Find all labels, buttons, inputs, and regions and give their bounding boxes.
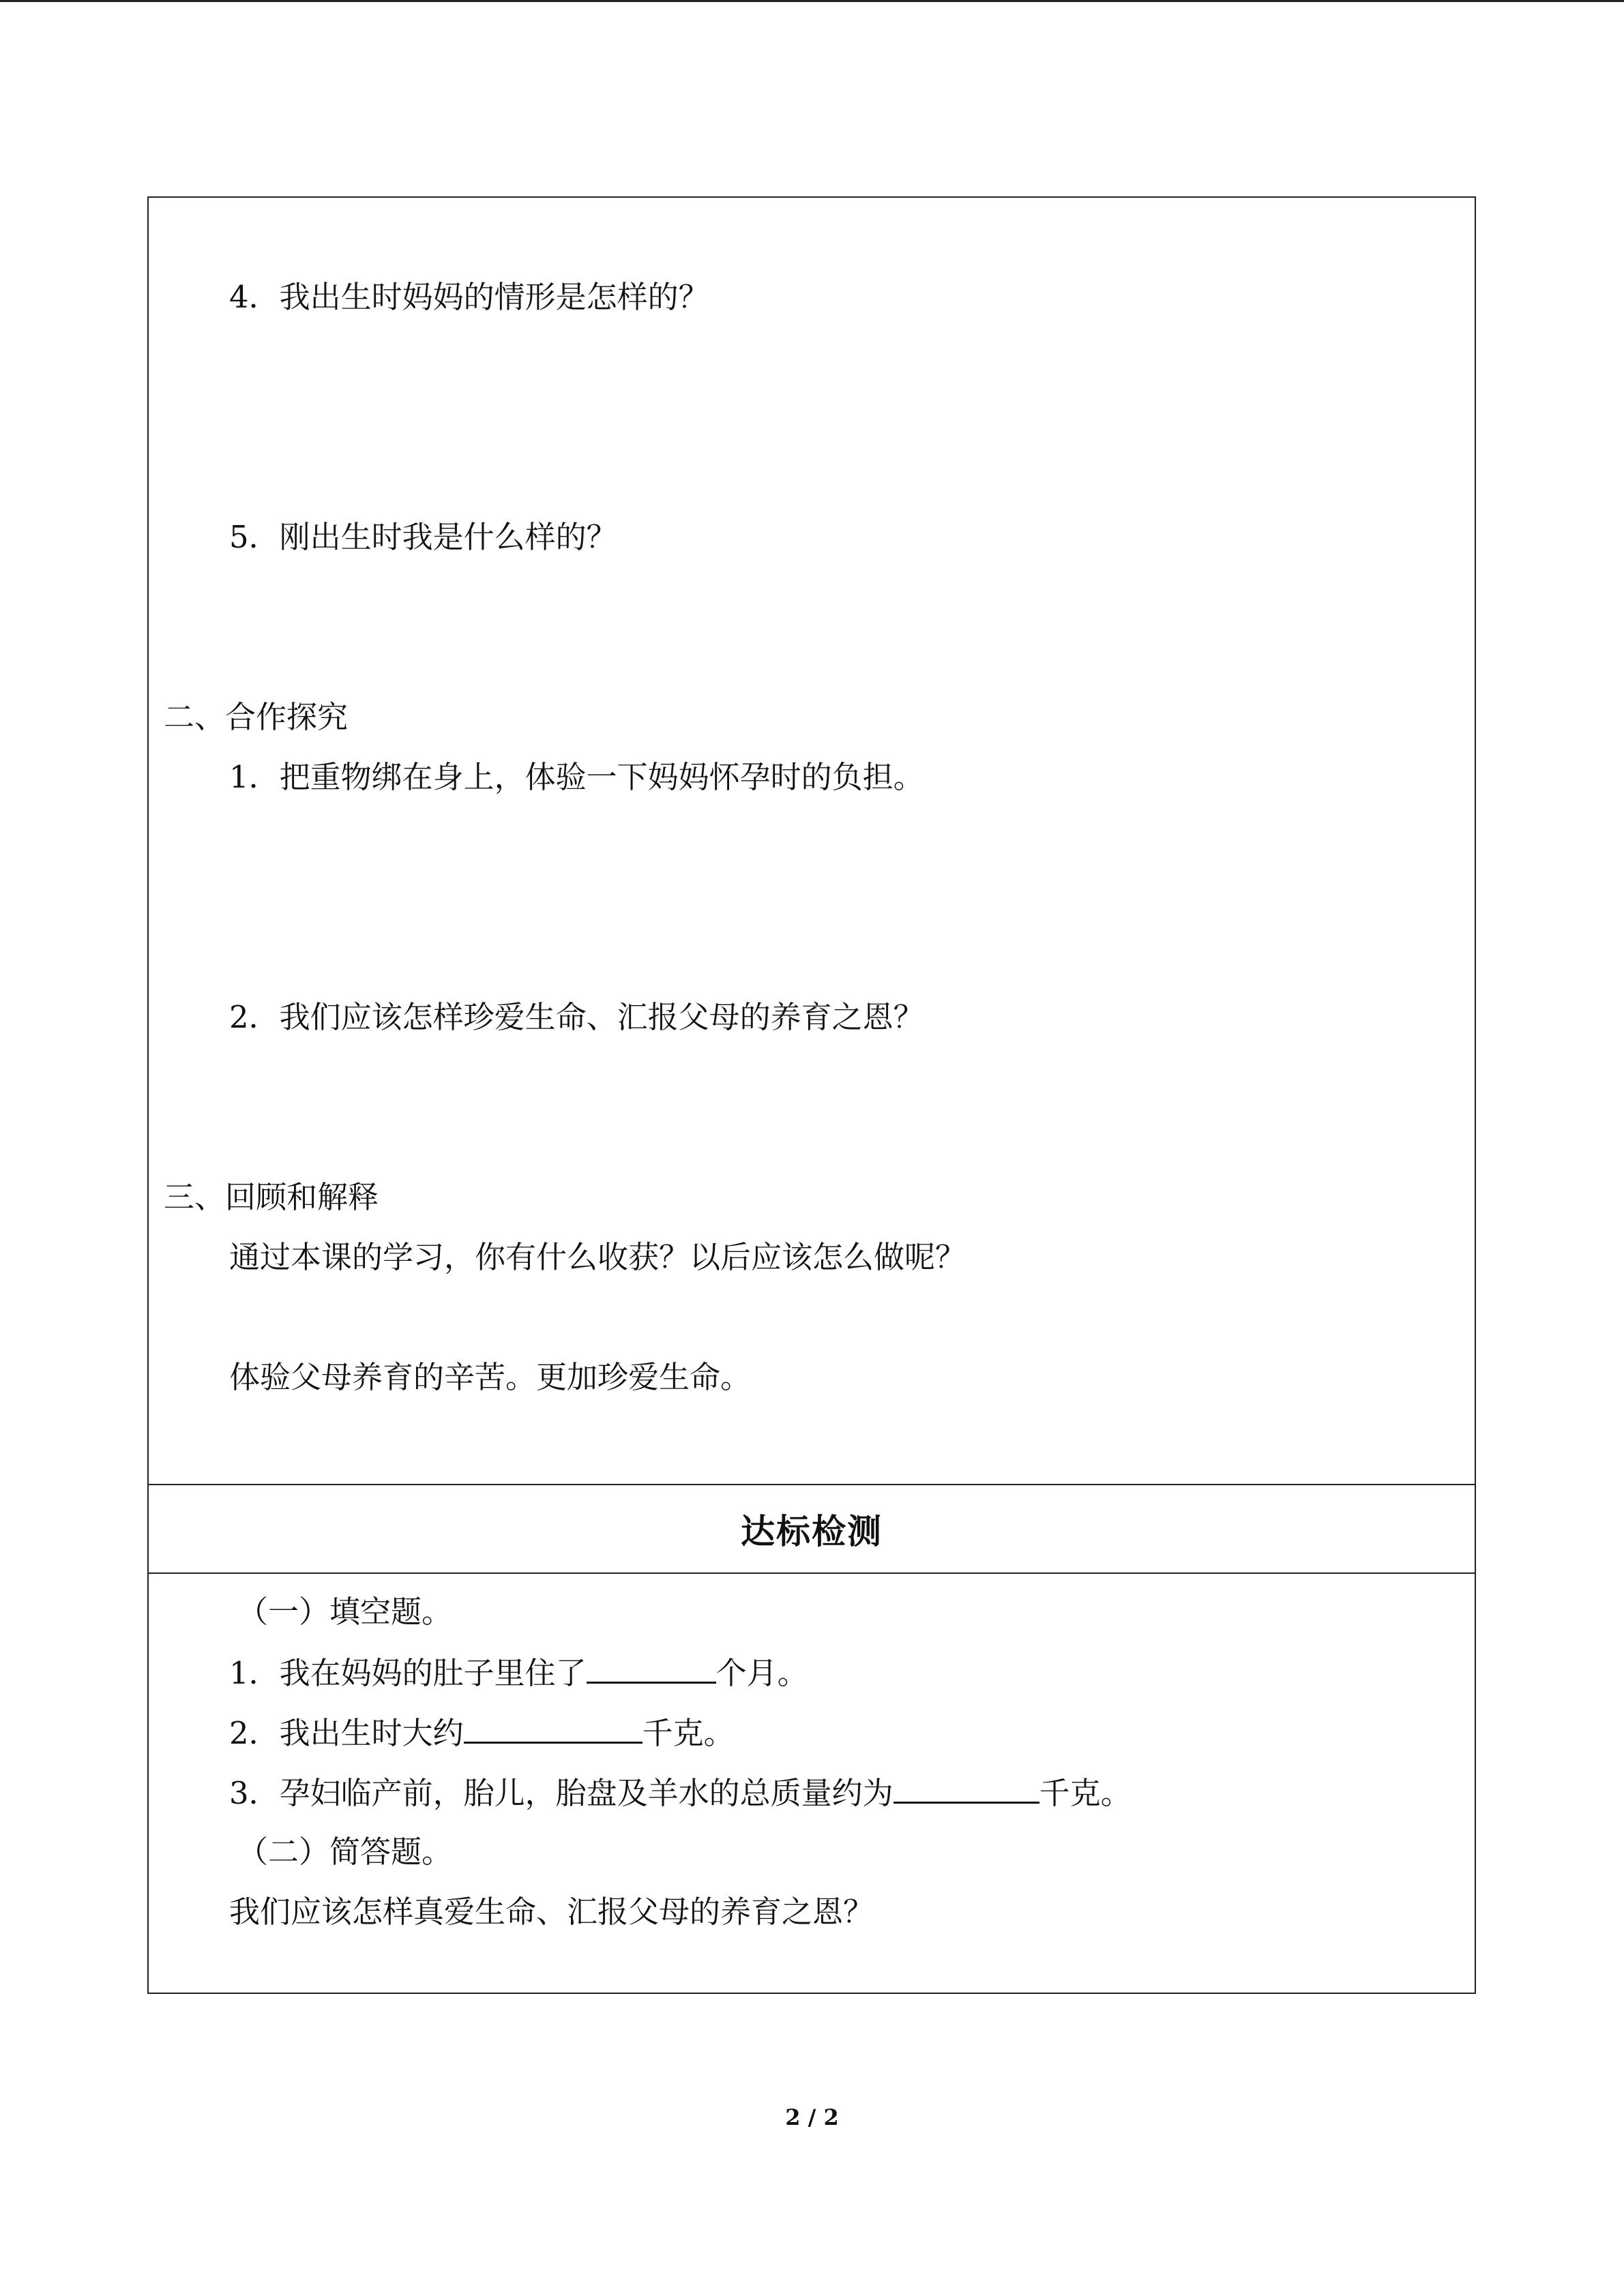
page-number: 2 / 2 <box>785 2104 839 2130</box>
fill-question-1 <box>229 1652 808 1694</box>
fill-question-2 <box>229 1712 735 1754</box>
fill-blank-heading: （一）填空题。 <box>237 1594 453 1630</box>
part2-heading: 二、合作探究 <box>164 699 349 735</box>
short-answer-question: 我们应该怎样真爱生命、汇报父母的养育之恩？ <box>229 1894 874 1930</box>
part2-question-2: 2．我们应该怎样珍爱生命、汇报父母的养育之恩？ <box>229 999 924 1035</box>
assessment-header <box>149 1485 1475 1574</box>
fill-question-2-text: 2．我出生时大约 <box>229 1715 464 1751</box>
fill-question-2-unit: 千克。 <box>642 1715 735 1751</box>
worksheet-table <box>147 196 1476 1994</box>
fill-question-1-unit: 个月。 <box>715 1655 808 1691</box>
part3-question: 通过本课的学习，你有什么收获？以后应该怎么做呢？ <box>229 1239 966 1275</box>
short-answer-heading: （二）简答题。 <box>237 1834 453 1870</box>
section-title: 达标检测 <box>741 1512 883 1551</box>
top-border-line <box>0 0 1624 2</box>
question-5: 5．刚出生时我是什么样的？ <box>229 519 617 555</box>
fill-question-3-text: 3．孕妇临产前，胎儿，胎盘及羊水的总质量约为 <box>229 1775 894 1811</box>
part3-heading: 三、回顾和解释 <box>164 1179 379 1215</box>
answer-blank-3[interactable] <box>894 1772 1039 1804</box>
fill-question-3 <box>229 1772 1132 1814</box>
answer-blank-1[interactable] <box>587 1652 716 1684</box>
fill-question-1-text: 1．我在妈妈的肚子里住了 <box>229 1655 587 1691</box>
assessment-section <box>149 1574 1475 1993</box>
study-section <box>149 198 1475 1485</box>
question-4: 4．我出生时妈妈的情形是怎样的？ <box>229 279 709 315</box>
part3-answer: 体验父母养育的辛苦。更加珍爱生命。 <box>229 1359 752 1395</box>
answer-blank-2[interactable] <box>464 1712 643 1744</box>
part2-question-1: 1．把重物绑在身上，体验一下妈妈怀孕时的负担。 <box>229 759 924 795</box>
fill-question-3-unit: 千克。 <box>1039 1775 1132 1811</box>
